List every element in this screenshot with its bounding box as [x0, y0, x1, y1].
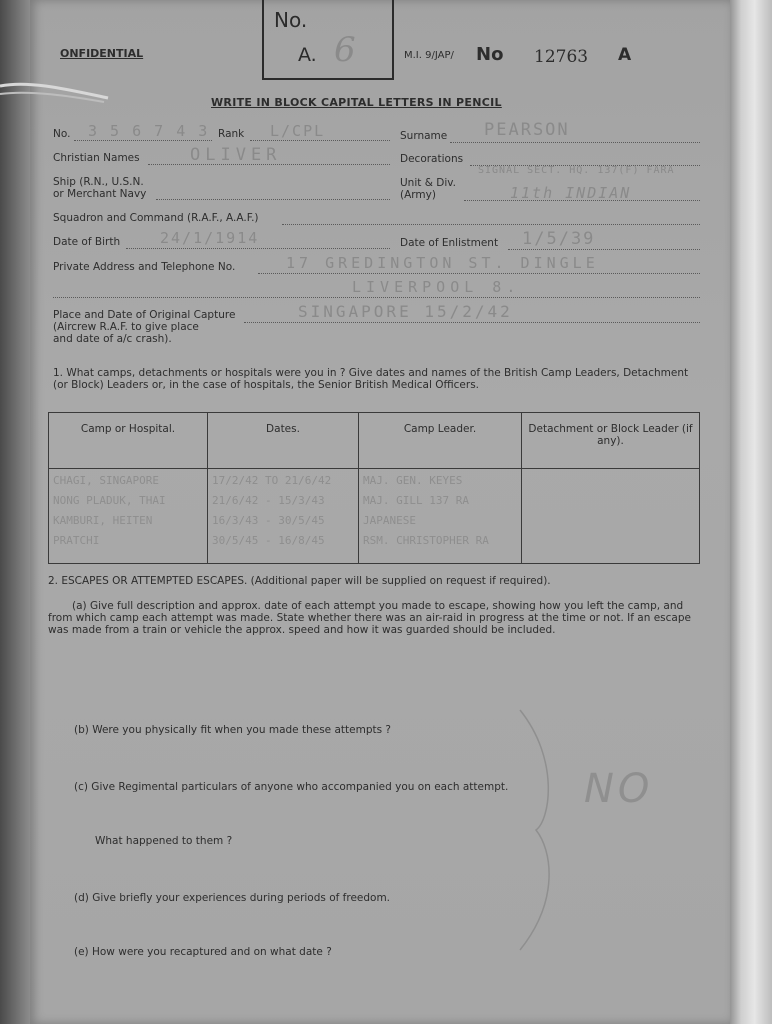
capture-line — [244, 322, 700, 323]
instruction-heading: WRITE IN BLOCK CAPITAL LETTERS IN PENCIL — [211, 96, 502, 109]
capture-label-line1: Place and Date of Original Capture — [53, 309, 236, 321]
address-value-line1: 17 GREDINGTON ST. DINGLE — [286, 254, 599, 272]
stamp-no-label: No. — [274, 8, 308, 32]
capture-label-line3: and date of a/c crash). — [53, 333, 172, 345]
string-tie — [0, 60, 120, 120]
escapes-title: 2. ESCAPES OR ATTEMPTED ESCAPES. (Additional paper will be supplied on request if required). — [48, 575, 551, 587]
header-camp-leader: Camp Leader. — [359, 413, 522, 469]
dob-label: Date of Birth — [53, 236, 121, 248]
escape-question-what-happened: What happened to them ? — [95, 835, 233, 847]
no-label: No. — [53, 128, 71, 140]
header-camp: Camp or Hospital. — [49, 413, 208, 469]
rank-line — [250, 140, 390, 141]
enlistment-value: 1/5/39 — [522, 229, 596, 249]
decorations-label: Decorations — [400, 153, 464, 165]
escape-question-e: (e) How were you recaptured and on what date ? — [74, 946, 332, 958]
detachment-cell — [522, 469, 700, 564]
no-value: 3 5 6 7 4 3 — [88, 122, 210, 140]
squadron-line — [282, 224, 700, 225]
no-line — [74, 140, 212, 141]
dob-value: 24/1/1914 — [160, 229, 260, 247]
surname-value: PEARSON — [484, 120, 570, 140]
header-dates: Dates. — [208, 413, 359, 469]
capture-label-line2: (Aircrew R.A.F. to give place — [53, 321, 199, 333]
unit-label-line2: (Army) — [400, 189, 436, 201]
unit-value-line2: 11th INDIAN — [510, 184, 632, 202]
serial-series: A — [618, 45, 632, 65]
escape-answer: NO — [584, 766, 654, 812]
unit-value-line1: SIGNAL SECT. HQ. 137(F) FARA — [478, 165, 675, 176]
christian-names-value: OLIVER — [190, 145, 282, 165]
stamp-letter: A. — [298, 44, 317, 66]
capture-value: SINGAPORE 15/2/42 — [298, 302, 513, 321]
confidential-label: ONFIDENTIAL — [60, 47, 144, 60]
camp-cell: CHAGI, SINGAPORE NONG PLADUK, THAI KAMBURI, HEITEN PRATCHI — [49, 469, 208, 564]
address-value-line2: LIVERPOOL 8. — [352, 278, 521, 296]
escape-question-d: (d) Give briefly your experiences during periods of freedom. — [74, 892, 391, 904]
header-detachment-leader: Detachment or Block Leader (if any). — [522, 413, 700, 469]
page-stack-edge — [728, 0, 772, 1024]
mi-reference: M.I. 9/JAP/ — [404, 50, 454, 61]
enlistment-label: Date of Enlistment — [400, 237, 499, 249]
table-row — [49, 469, 700, 564]
dob-line — [126, 248, 390, 249]
ship-label-line2: or Merchant Navy — [53, 188, 147, 200]
christian-names-label: Christian Names — [53, 152, 140, 164]
rank-value: L/CPL — [270, 122, 326, 140]
surname-label: Surname — [400, 130, 448, 142]
leader-cell: MAJ. GEN. KEYES MAJ. GILL 137 RA JAPANESE RSM. CHRISTOPHER RA — [359, 469, 522, 564]
rank-label: Rank — [218, 128, 245, 140]
squadron-label: Squadron and Command (R.A.F., A.A.F.) — [53, 212, 259, 224]
escape-question-a: (a) Give full description and approx. date of each attempt you made to escape, showing how you left the camp, and from which camp each attempt was made. State whether there was an air-raid in progress at the time or not. If an escape was made from a train or vehicle the approx. speed and how it was guarded should be included. — [48, 600, 691, 636]
stamp-handwritten: 6 — [334, 30, 356, 70]
pencil-brace — [500, 700, 580, 960]
ship-label-line1: Ship (R.N., U.S.N. — [53, 176, 144, 188]
address-label: Private Address and Telephone No. — [53, 261, 236, 273]
dates-cell: 17/2/42 TO 21/6/42 21/6/42 - 15/3/43 16/3/43 - 30/5/45 30/5/45 - 16/8/45 — [208, 469, 359, 564]
escape-question-c: (c) Give Regimental particulars of anyone who accompanied you on each attempt. — [74, 781, 509, 793]
address-line1 — [258, 273, 700, 274]
surname-line — [450, 142, 700, 143]
camps-question: 1. What camps, detachments or hospitals were you in ? Give dates and names of the British Camp Leaders, Detachment (or Block) Leaders or, in the case of hospitals, the Senior British Medical Officers. — [53, 367, 689, 391]
number-label: No — [476, 44, 504, 65]
address-line2 — [53, 297, 700, 298]
camps-table — [48, 412, 700, 564]
ship-line — [156, 199, 390, 200]
camps-table-header — [49, 413, 700, 469]
escape-question-b: (b) Were you physically fit when you made these attempts ? — [74, 724, 391, 736]
enlistment-line — [508, 249, 700, 250]
unit-label-line1: Unit & Div. — [400, 177, 456, 189]
serial-number: 12763 — [534, 47, 589, 67]
